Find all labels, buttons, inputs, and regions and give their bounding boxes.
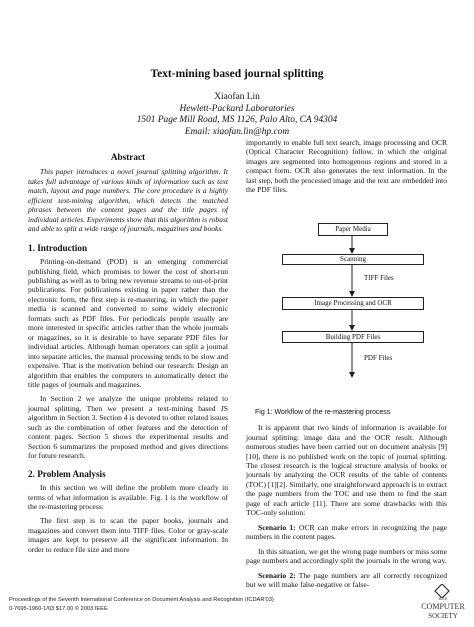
workflow-figure [246,200,447,405]
abstract-text: This paper introduces a novel journal splitting algorithm. It takes full advantage of various kinds of information such as text match, layout and page numbers. The core procedure is a highly efficient text-mining algorithm, which detects the matched phrases between the content pages and the title pages of individual articles. Experiments show that this algorithm is robust and able to split a wide range of journals, magazines and books. [28,167,228,234]
page-footer [9,596,274,614]
figure-caption: Fig 1: Workflow of the re-mastering process [255,408,391,416]
flow-box-building-pdf: Building PDF Files [282,331,424,343]
right-paragraph-2: It is apparent that two kinds of information is available for journal splitting: image data and the OCR result. Although numerous studies have been carried out on document analysis [9][10], there is no published work on the topic of journal splitting. The closest research is the logical structure analysis of books or journals by analyzing the OCR results of the table of contents (TOC) [1][2]. Similarly, one straightforward approach is to extract the page numbers from the TOC and use them to find the start page of each article [11]. There are some drawbacks with this TOC-only solution: [246,423,447,518]
intro-paragraph-2: In Section 2 we analyze the unique problems related to journal splitting. Then we present a text-mining based JS algorithm in Section 3. Section 4 is devoted to other related issues such as the combination of other features and the detection of content pages. Section 5 shows the experimental results and Section 6 summarizes the proposed method and gives directions for future research. [28,394,228,461]
scenario-2-label: Scenario 2: [258,570,296,580]
flow-box-paper-media: Paper Media [318,223,388,236]
left-column [28,147,228,559]
author-block [0,92,474,138]
section-heading-introduction: 1. Introduction [28,242,88,253]
right-paragraph-1: importantly to enable full text search, image processing and OCR (Optical Character Recognition) follow, in which the original images are segmented into homogenous regions and stored in a compact form. OCR also generates the text information. In the last step, both the processed image and the text are embedded into the PDF files. [246,138,447,195]
scenario-1-text: OCR can make errors in recognizing the page numbers in the content pages. [246,522,447,542]
email: Email: xiaofan.lin@hp.com [184,126,290,137]
problem-paragraph-2: The first step is to scan the paper books, journals and magazines and convert them into TIFF files. Color or gray-scale images are kept to preserve all the significant information. In order to reduce file size and more [28,516,228,554]
logo-text-computer: COMPUTER [421,602,465,611]
flow-box-image-processing-ocr: Image Processing and OCR [282,297,424,310]
section-heading-problem-analysis: 2. Problem Analysis [28,468,106,479]
scenario-1-label: Scenario 1: [258,522,296,532]
affiliation: Hewlett-Packard Laboratories [179,103,295,114]
paper-title: Text-mining based journal splitting [150,68,324,80]
ieee-computer-society-logo [419,584,467,624]
right-column [246,138,447,594]
logo-text-society: SOCIETY [428,612,458,620]
author-name: Xiaofan Lin [214,92,260,102]
abstract-heading: Abstract [110,152,146,162]
flow-label-pdf-files: PDF Files [364,353,393,362]
scenario-1 [246,523,447,542]
scenario-2 [246,571,447,590]
problem-paragraph-1: In this section we will define the problem more clearly in terms of what information is available. Fig. 1 is the workflow of the re-mastering process: [28,483,228,511]
logo-text-ieee: IEEE [438,596,448,601]
intro-paragraph-1: Printing-on-demand (POD) is an emerging commercial publishing field, which promises to lower the cost of short-run publishing as well as to bring new revenue streams to out-of-print publications. For publications existing in paper rather than the electronic form, the first step is re-mastering, in which the paper media is scanned and converted to some widely electronic formats such as PDF files. For periodicals people usually are more interested in specific articles rather than the whole journals or magazines, so it is desirable to have separate PDF files for individual articles. Although human operators can split a journal into separate articles, the manual processing tends to be slow and expensive. That is the motivation behind our research: Design an algorithm that enables the computers to automatically detect the title pages of journals and magazines. [28,257,228,389]
footer-isbn: 0-7695-1960-1/03 $17.00 © 2003 IEEE [9,606,108,612]
flow-box-scanning: Scanning [282,254,424,265]
address: 1501 Page Mill Road, MS 1126, Palo Alto, CA 94304 [136,115,338,126]
flow-label-tiff-files: TIFF Files [364,273,394,282]
scenario-2-text: The page numbers are all correctly recognized but we will make false-negative or false- [246,570,447,589]
footer-proceedings: Proceedings of the Seventh International Conference on Document Analysis and Recognition (ICDAR'03) [9,597,274,603]
right-paragraph-3: In this situation, we get the wrong page numbers or miss some page numbers and accordingly split the journals in the wrong way. [246,546,447,566]
